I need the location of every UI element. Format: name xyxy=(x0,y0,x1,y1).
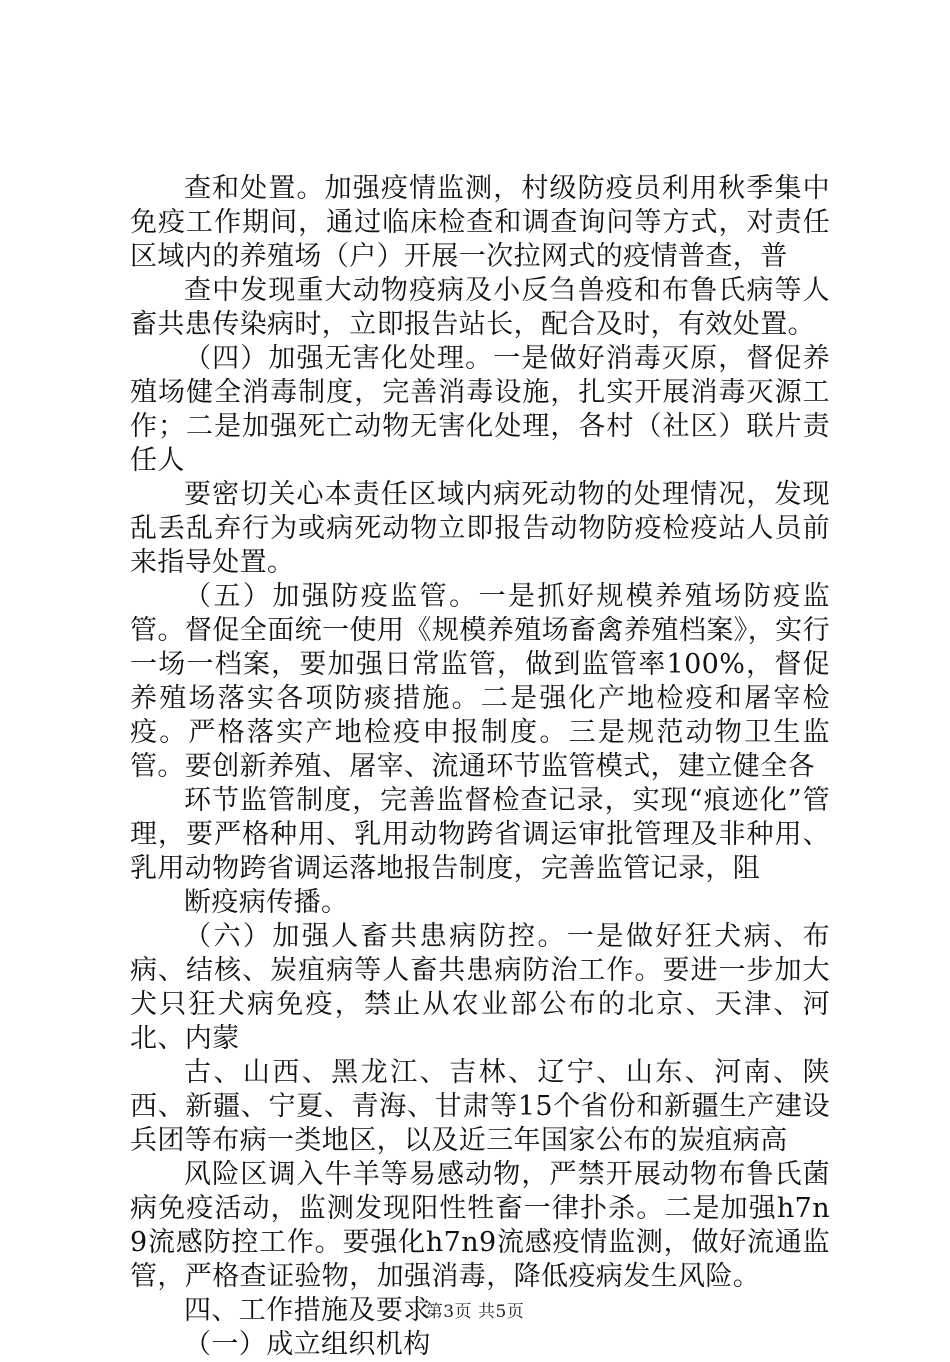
paragraph: （五）加强防疫监管。一是抓好规模养殖场防疫监管。督促全面统一使用《规模养殖场畜禽养殖档案》，实行一场一档案，要加强日常监管，做到监管率100%，督促养殖场落实各项防痰措施。二是强化产地检疫和屠宰检疫。严格落实产地检疫申报制度。三是规范动物卫生监管。要创新养殖、屠宰、流通环节监管模式，建立健全各 xyxy=(130,581,830,782)
paragraph: 环节监管制度，完善监督检查记录，实现“痕迹化”管理，要严格种用、乳用动物跨省调运审批管理及非种用、乳用动物跨省调运落地报告制度，完善监管记录，阻 xyxy=(130,785,830,884)
page-number-label: 第3页 共5页 xyxy=(425,1302,525,1322)
paragraph: 要密切关心本责任区域内病死动物的处理情况，发现乱丢乱弃行为或病死动物立即报告动物防疫检疫站人员前来指导处置。 xyxy=(130,479,830,578)
paragraph: 古、山西、黑龙江、吉林、辽宁、山东、河南、陕西、新疆、宁夏、青海、甘肃等15个省份和新疆生产建设兵团等布病一类地区，以及近三年国家公布的炭疽病高 xyxy=(130,1057,830,1156)
paragraph: （六）加强人畜共患病防控。一是做好狂犬病、布病、结核、炭疽病等人畜共患病防治工作。要进一步加大犬只狂犬病免疫，禁止从农业部公布的北京、天津、河北、内蒙 xyxy=(130,921,830,1054)
subsection-heading: （一）成立组织机构 xyxy=(184,1329,431,1360)
document-body xyxy=(130,172,830,1362)
paragraph: （四）加强无害化处理。一是做好消毒灭原，督促养殖场健全消毒制度，完善消毒设施，扎实开展消毒灭源工作；二是加强死亡动物无害化处理，各村（社区）联片责任人 xyxy=(130,343,830,476)
paragraph: 断疫病传播。 xyxy=(184,887,349,918)
section-heading: 四、工作措施及要求 xyxy=(184,1295,431,1326)
page-footer xyxy=(0,1297,950,1322)
paragraph: 查和处置。加强疫情监测，村级防疫员利用秋季集中免疫工作期间，通过临床检查和调查询问等方式，对责任区域内的养殖场（户）开展一次拉网式的疫情普查，普 xyxy=(130,173,830,272)
paragraph: 风险区调入牛羊等易感动物，严禁开展动物布鲁氏菌病免疫活动，监测发现阳性牲畜一律扑杀。二是加强h7n9流感防控工作。要强化h7n9流感疫情监测，做好流通监管，严格查证验物，加强消毒，降低疫病发生风险。 xyxy=(130,1159,830,1292)
paragraph: 查中发现重大动物疫病及小反刍兽疫和布鲁氏病等人畜共患传染病时，立即报告站长，配合及时，有效处置。 xyxy=(130,275,830,340)
